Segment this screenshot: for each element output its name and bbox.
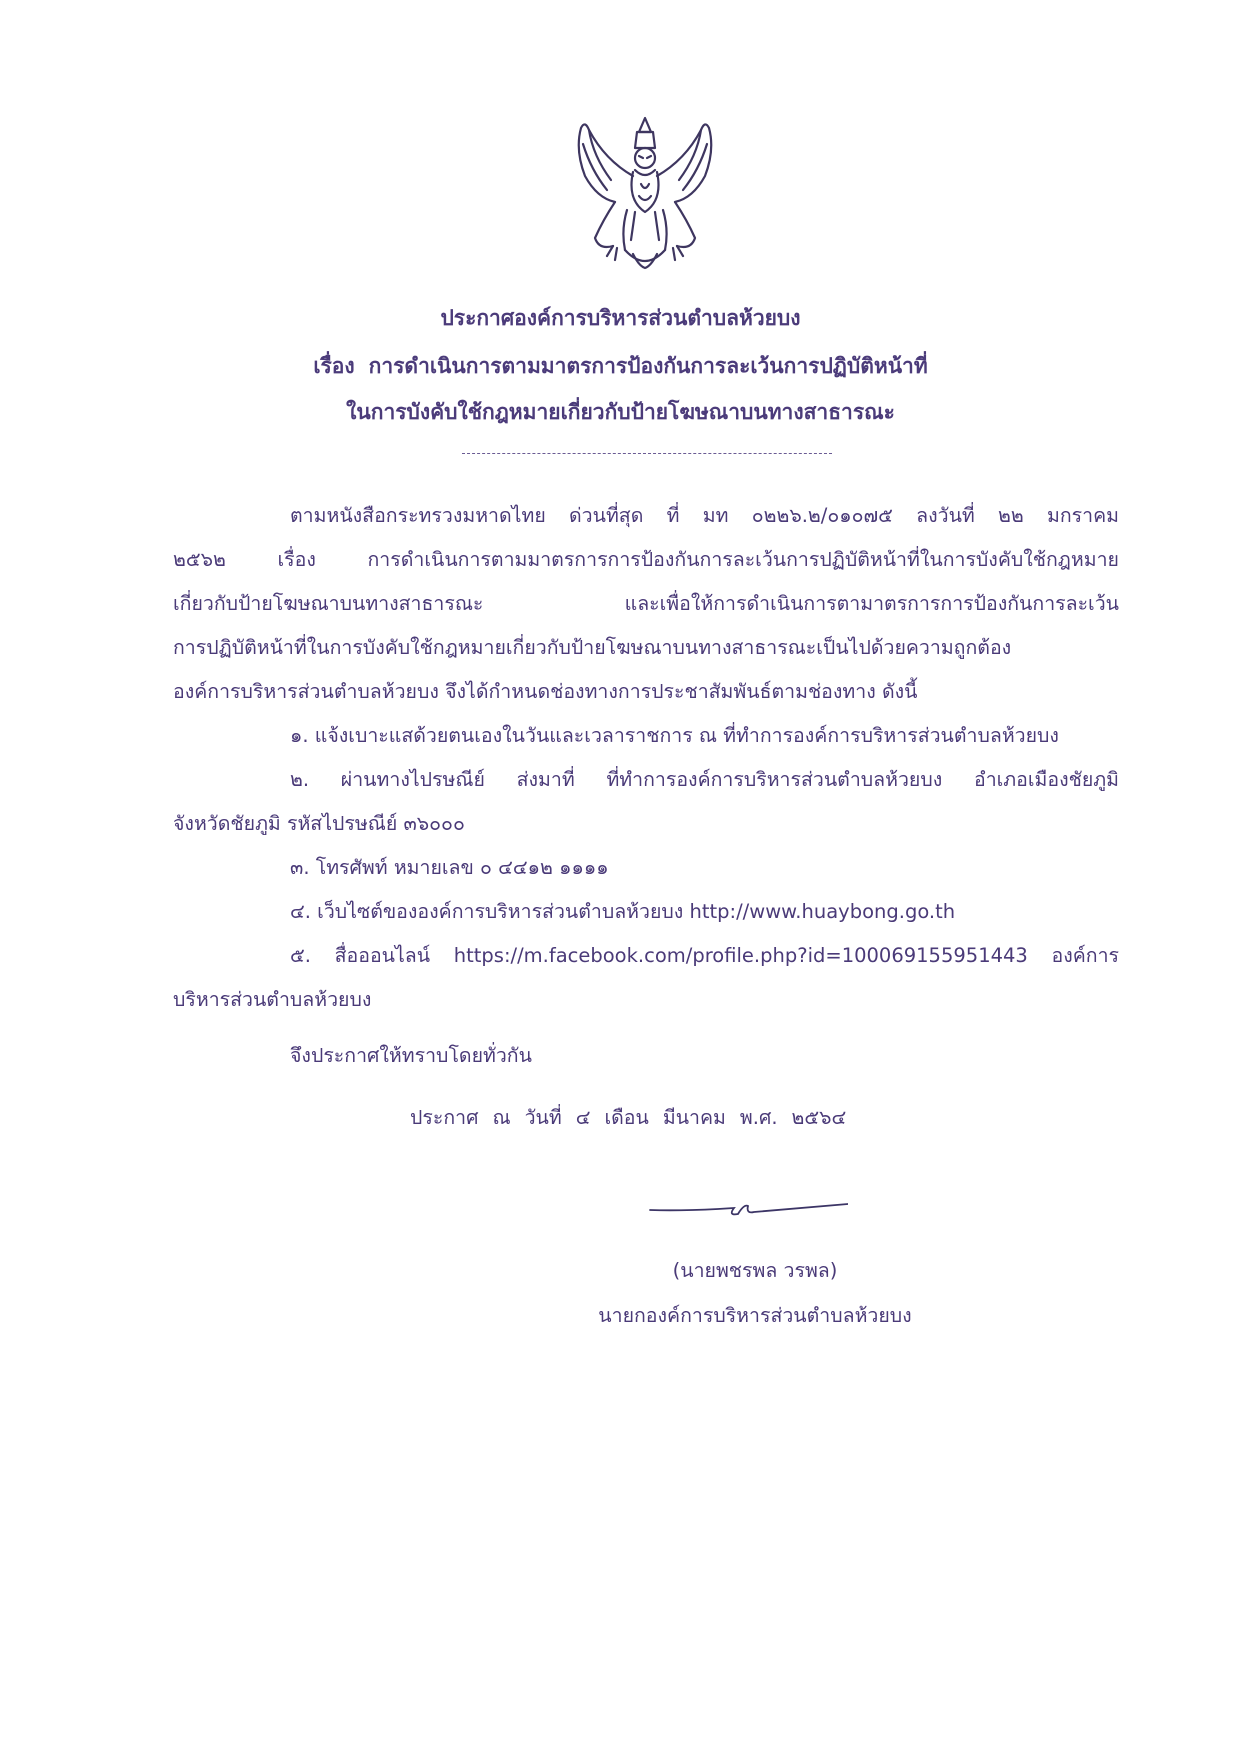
announce-day: ๔ <box>575 1106 591 1129</box>
body-line-4: การปฏิบัติหน้าที่ในการบังคับใช้กฎหมายเกี่ยวกับป้ายโฆษณาบนทางสาธารณะเป็นไปด้วยความถูกต้อง <box>173 636 1012 659</box>
body-line-1: ตามหนังสือกระทรวงมหาดไทย ด่วนที่สุด ที่ มท ๐๒๒๖.๒/๐๑๐๗๕ ลงวันที่ ๒๒ มกราคม <box>290 504 1119 527</box>
channel-item-2-cont: จังหวัดชัยภูมิ รหัสไปรษณีย์ ๓๖๐๐๐ <box>173 812 465 835</box>
subject-text-1: การดำเนินการตามมาตรการป้องกันการละเว้นการปฏิบัติหน้าที่ <box>368 354 928 378</box>
announcement-title: ประกาศองค์การบริหารส่วนตำบลห้วยบง <box>440 306 801 330</box>
channel-item-3: ๓. โทรศัพท์ หมายเลข ๐ ๔๔๑๒ ๑๑๑๑ <box>290 856 609 879</box>
handwritten-signature <box>648 1192 848 1222</box>
signatory-position: นายกองค์การบริหารส่วนตำบลห้วยบง <box>598 1304 912 1327</box>
channel-item-5: ๕. สื่อออนไลน์ https://m.facebook.com/profile.php?id=100069155951443 องค์การ <box>290 944 1119 967</box>
channel-item-4: ๔. เว็บไซต์ขององค์การบริหารส่วนตำบลห้วยบง http://www.huaybong.go.th <box>290 900 956 923</box>
subject-label: เรื่อง <box>313 354 355 378</box>
title-divider <box>462 453 832 454</box>
announce-month: มีนาคม <box>662 1106 726 1129</box>
announce-year: ๒๕๖๔ <box>791 1106 847 1129</box>
announce-label: ประกาศ <box>410 1106 479 1129</box>
announce-at: ณ <box>492 1106 511 1129</box>
subject-line-1 <box>0 350 1241 383</box>
announce-month-label: เดือน <box>604 1106 649 1129</box>
body-line-3: เกี่ยวกับป้ายโฆษณาบนทางสาธารณะ และเพื่อให้การดำเนินการตามาตรการการป้องกันการละเว้น <box>173 592 1119 615</box>
channel-item-2: ๒. ผ่านทางไปรษณีย์ ส่งมาที่ ที่ทำการองค์การบริหารส่วนตำบลห้วยบง อำเภอเมืองชัยภูมิ <box>290 768 1119 791</box>
channel-item-1: ๑. แจ้งเบาะแสด้วยตนเองในวันและเวลาราชการ ณ ที่ทำการองค์การบริหารส่วนตำบลห้วยบง <box>290 724 1059 747</box>
announce-date <box>410 1102 860 1133</box>
body-line-5: องค์การบริหารส่วนตำบลห้วยบง จึงได้กำหนดช่องทางการประชาสัมพันธ์ตามช่องทาง ดังนี้ <box>173 680 918 703</box>
garuda-emblem <box>555 100 735 280</box>
announce-day-label: วันที่ <box>524 1106 562 1129</box>
signatory-name: (นายพชรพล วรพล) <box>672 1259 838 1282</box>
subject-line-2: ในการบังคับใช้กฎหมายเกี่ยวกับป้ายโฆษณาบนทางสาธารณะ <box>346 400 895 424</box>
channel-item-5-cont: บริหารส่วนตำบลห้วยบง <box>173 988 372 1011</box>
announce-era: พ.ศ. <box>739 1106 778 1129</box>
closing-line: จึงประกาศให้ทราบโดยทั่วกัน <box>290 1044 532 1067</box>
body-line-2: ๒๕๖๒ เรื่อง การดำเนินการตามมาตรการการป้องกันการละเว้นการปฏิบัติหน้าที่ในการบังคับใช้กฎหมาย <box>173 548 1119 571</box>
